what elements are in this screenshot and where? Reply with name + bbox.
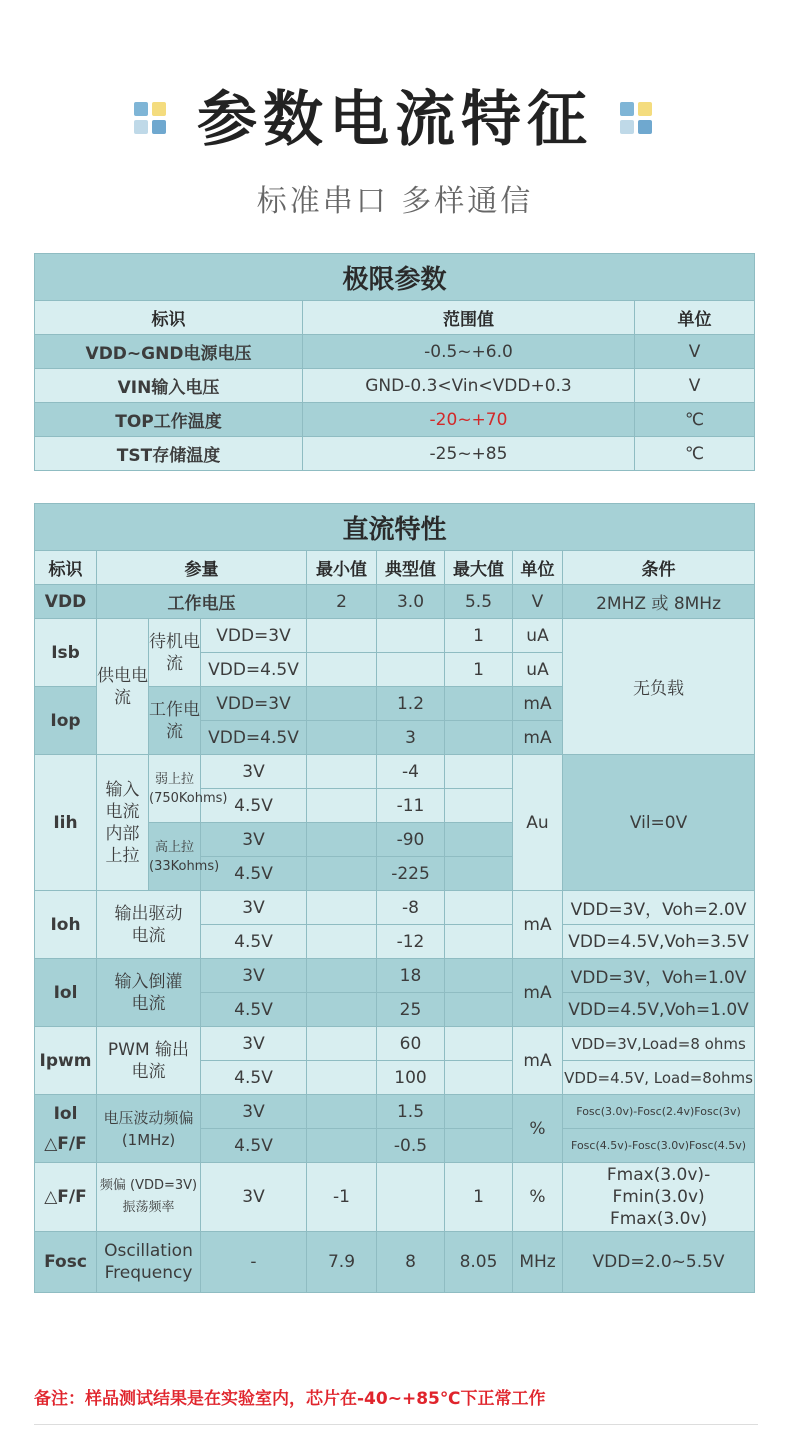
limits-title: 极限参数 [35,254,755,301]
isb-v1: VDD=3V [201,619,307,653]
ioh-typ2: -12 [377,925,445,959]
iol2-id2: △F/F [44,1133,87,1154]
ioh-cond2: VDD=4.5V,Voh=3.5V [563,925,755,959]
ipwm-v1: 3V [201,1027,307,1061]
dff-cond1: Fmax(3.0v)-Fmin(3.0v) [606,1165,711,1207]
iih-group: 输入电流内部上拉 [97,755,149,891]
ioh-param: 输出驱动电流 [97,891,201,959]
page-subtitle: 标准串口 多样通信 [256,184,534,219]
iol-v2: 4.5V [201,993,307,1027]
ipwm-cond2: VDD=4.5V, Load=8ohms [563,1061,755,1095]
fosc-typ: 8 [377,1232,445,1293]
limits-row-range: GND-0.3<Vin<VDD+0.3 [303,369,635,403]
page-title: 参数电流特征 [197,85,593,155]
decoration-squares-icon [620,102,656,138]
limits-row-unit: V [635,335,755,369]
dc-header-id: 标识 [35,551,97,585]
iol2-id1: Iol [53,1103,78,1124]
limits-row-range: -25~+85 [303,437,635,471]
dc-title: 直流特性 [35,504,755,551]
iop-v1: VDD=3V [201,687,307,721]
fosc-cond: VDD=2.0~5.5V [563,1232,755,1293]
iol-unit: mA [513,959,563,1027]
iih-cond: Vil=0V [563,755,755,891]
iol2-cond1: Fosc(3.0v)-Fosc(2.4v)Fosc(3v) [563,1095,755,1129]
isb-max1: 1 [445,619,513,653]
isb-max2: 1 [445,653,513,687]
ipwm-cond1: VDD=3V,Load=8 ohms [563,1027,755,1061]
limits-row-name: TOP工作温度 [35,403,303,437]
vdd-unit: V [513,585,563,619]
fosc-v: - [201,1232,307,1293]
iol2-v1: 3V [201,1095,307,1129]
iol2-cond2: Fosc(4.5v)-Fosc(3.0v)Fosc(4.5v) [563,1129,755,1163]
dc-header-unit: 单位 [513,551,563,585]
title-row [0,80,790,160]
dff-cond2: Fmax(3.0v) [609,1209,708,1229]
dff-unit: % [513,1163,563,1232]
ioh-v1: 3V [201,891,307,925]
ipwm-typ1: 60 [377,1027,445,1061]
limits-row-unit: V [635,369,755,403]
limits-header-unit: 单位 [635,301,755,335]
iih-v2: 4.5V [201,789,307,823]
fosc-max: 8.05 [445,1232,513,1293]
vdd-cond: 2MHZ 或 8MHz [563,585,755,619]
limits-table [34,253,755,471]
ioh-cond1: VDD=3V，Voh=2.0V [563,891,755,925]
iop-typ1: 1.2 [377,687,445,721]
ioh-v2: 4.5V [201,925,307,959]
fosc-unit: MHz [513,1232,563,1293]
dc-header-param: 参量 [97,551,307,585]
limits-header-id: 标识 [35,301,303,335]
fosc-param: Oscillation Frequency [97,1232,201,1293]
dff-v: 3V [201,1163,307,1232]
dc-header-max: 最大值 [445,551,513,585]
iol2-typ2: -0.5 [377,1129,445,1163]
iol-param: 输入倒灌电流 [97,959,201,1027]
iih-unit: Au [513,755,563,891]
isb-v2: VDD=4.5V [201,653,307,687]
ioh-id: Ioh [35,891,97,959]
iih-strong: 高上拉(33Kohms) [149,823,201,891]
iol-id: Iol [35,959,97,1027]
ioh-typ1: -8 [377,891,445,925]
iol-typ1: 18 [377,959,445,993]
iop-v2: VDD=4.5V [201,721,307,755]
iol2-param: 电压波动频偏(1MHz) [97,1095,201,1163]
iih-v3: 3V [201,823,307,857]
dff-id: △F/F [35,1163,97,1232]
iol2-typ1: 1.5 [377,1095,445,1129]
iol-v1: 3V [201,959,307,993]
iop-id: Iop [35,687,97,755]
isb-unit1: uA [513,619,563,653]
limits-row-name: VIN输入电压 [35,369,303,403]
iih-typ3: -90 [377,823,445,857]
limits-header-range: 范围值 [303,301,635,335]
dc-header-min: 最小值 [307,551,377,585]
iih-weak: 弱上拉(750Kohms) [149,755,201,823]
iih-v4: 4.5V [201,857,307,891]
dff-min: -1 [307,1163,377,1232]
iop-unit1: mA [513,687,563,721]
iol-cond2: VDD=4.5V,Voh=1.0V [563,993,755,1027]
isb-sub: 待机电流 [149,619,201,687]
iih-typ1: -4 [377,755,445,789]
dff-param: 频偏 (VDD=3V)振荡频率 [97,1163,201,1232]
fosc-id: Fosc [35,1232,97,1293]
isb-unit2: uA [513,653,563,687]
dff-max: 1 [445,1163,513,1232]
dc-table [34,503,755,1293]
ipwm-param: PWM 输出电流 [97,1027,201,1095]
decoration-squares-icon [134,102,170,138]
limits-row-name: VDD~GND电源电压 [35,335,303,369]
ipwm-unit: mA [513,1027,563,1095]
iol-typ2: 25 [377,993,445,1027]
footnote: 备注：样品测试结果是在实验室内，芯片在-40~+85℃下正常工作 [34,1389,546,1409]
iop-sub: 工作电流 [149,687,201,755]
vdd-min: 2 [307,585,377,619]
iol2-unit: % [513,1095,563,1163]
ipwm-typ2: 100 [377,1061,445,1095]
iop-typ2: 3 [377,721,445,755]
limits-row-unit: ℃ [635,437,755,471]
ipwm-v2: 4.5V [201,1061,307,1095]
fosc-min: 7.9 [307,1232,377,1293]
iih-id: Iih [35,755,97,891]
dc-header-typ: 典型值 [377,551,445,585]
supply-cond: 无负载 [563,619,755,755]
iih-typ4: -225 [377,857,445,891]
bottom-divider [34,1424,758,1425]
isb-id: Isb [35,619,97,687]
limits-row-unit: ℃ [635,403,755,437]
iop-unit2: mA [513,721,563,755]
vdd-param: 工作电压 [97,585,307,619]
vdd-id: VDD [35,585,97,619]
dc-header-cond: 条件 [563,551,755,585]
ipwm-id: Ipwm [35,1027,97,1095]
limits-row-range: -0.5~+6.0 [303,335,635,369]
iih-typ2: -11 [377,789,445,823]
iol-cond1: VDD=3V，Voh=1.0V [563,959,755,993]
limits-row-range: -20~+70 [303,403,635,437]
iih-v1: 3V [201,755,307,789]
vdd-typ: 3.0 [377,585,445,619]
limits-row-name: TST存储温度 [35,437,303,471]
supply-group: 供电电流 [97,619,149,755]
iol2-v2: 4.5V [201,1129,307,1163]
ioh-unit: mA [513,891,563,959]
vdd-max: 5.5 [445,585,513,619]
